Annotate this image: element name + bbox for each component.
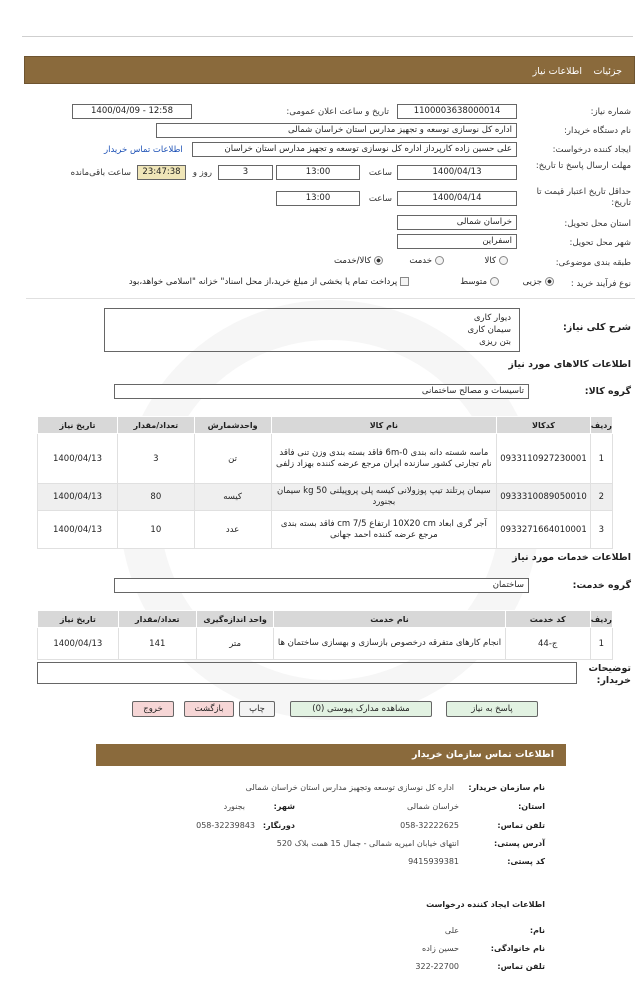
buyer-notes-box [37,662,577,684]
category-label: طبقه بندی موضوعی: [555,258,631,268]
city-field: اسفراین [397,234,517,249]
cell-row: 1 [590,434,612,484]
reply-deadline-label: مهلت ارسال پاسخ تا تاریخ: [535,161,631,171]
radio-icon[interactable] [490,277,499,286]
cell-qty: 10 [117,511,194,549]
radio-icon[interactable] [499,256,508,265]
contact-phone-value: 058-32222625 [400,821,459,830]
services-group-label: گروه خدمت: [572,580,631,591]
services-table [37,610,613,660]
summary-line: دیوار کاری [473,313,511,323]
attachments-button[interactable]: مشاهده مدارک پیوستی (0) [290,701,432,717]
summary-line: سیمان کاری [467,325,511,335]
radio-icon[interactable] [435,256,444,265]
table-row[interactable] [38,484,613,511]
cell-qty: 80 [117,484,194,511]
creator-field: علی حسین زاده کارپرداز اداره کل نوسازی توسعه و تجهیز مدارس استان خراسان [192,142,517,157]
cell-name: ماسه شسته دانه بندی 0-6m فاقد بسته بندی وزن تنی فاقد نام تجارتی کشور سازنده ایران مرجع عرضه کننده بهزاد زلفی [271,434,497,484]
col-date: تاریخ نیاز [38,417,118,434]
contact-postal-label: کد پستی: [507,857,545,866]
radio-selected-icon[interactable] [545,277,554,286]
exit-button[interactable]: خروج [132,701,174,717]
tab-need-info[interactable]: اطلاعات نیاز [532,66,582,77]
contact-phone-label: تلفن تماس: [497,821,545,830]
col-row: ردیف [590,417,612,434]
cell-date: 1400/04/13 [38,628,119,660]
contact-fax-label: دورنگار: [262,821,295,830]
creator-family-value: حسین زاده [422,944,459,953]
province-label: استان محل تحویل: [564,219,631,229]
contact-header: اطلاعات تماس سازمان خریدار [96,744,566,766]
col-name: نام کالا [271,417,497,434]
buyer-field: اداره کل نوسازی توسعه و تجهیز مدارس استان خراسان شمالی [156,123,517,138]
creator-phone-value: 322-22700 [415,962,459,971]
cell-unit: عدد [194,511,271,549]
need-number-label: شماره نیاز: [590,107,631,117]
process-partial-option[interactable]: جزیی [523,277,554,287]
category-service-option[interactable]: خدمت [409,256,444,266]
contact-city-label: شهر: [273,802,295,811]
buyer-label: نام دستگاه خریدار: [564,126,631,136]
print-button[interactable]: چاپ [239,701,275,717]
goods-group-label: گروه کالا: [584,386,631,397]
cell-row: 3 [590,511,612,549]
announce-field: 1400/04/09 - 12:58 [72,104,192,119]
creator-label: ایجاد کننده درخواست: [552,145,631,155]
contact-province-value: خراسان شمالی [406,802,459,811]
creator-phone-label: تلفن تماس: [497,962,545,971]
creator-name-label: نام: [529,926,545,935]
cell-date: 1400/04/13 [38,434,118,484]
validity-time-label: ساعت [368,194,392,204]
days-field: 3 [218,165,273,180]
validity-time-field: 13:00 [276,191,360,206]
reply-button[interactable]: پاسخ به نیاز [446,701,538,717]
summary-box [104,308,520,352]
creator-family-label: نام خانوادگی: [490,944,545,953]
buyer-contact-link[interactable]: اطلاعات تماس خریدار [104,145,183,155]
reply-time-field: 13:00 [276,165,360,180]
services-group-field: ساختمان [114,578,529,593]
process-medium-option[interactable]: متوسط [460,277,499,287]
cell-code: 0933110927230001 [497,434,591,484]
announce-label: تاریخ و ساعت اعلان عمومی: [286,107,389,117]
tab-details[interactable]: جزئیات [593,66,622,77]
process-label: نوع فرآیند خرید : [570,279,631,289]
cell-row: 1 [590,628,612,660]
cell-qty: 3 [117,434,194,484]
col-unit: واحد اندازه‌گیری [196,611,274,628]
checkbox-icon[interactable] [400,277,409,286]
col-code: کد خدمت [505,611,590,628]
summary-label: شرح کلی نیاز: [562,322,631,333]
col-date: تاریخ نیاز [38,611,119,628]
page-header [24,56,635,84]
cell-date: 1400/04/13 [38,484,118,511]
cell-name: انجام کارهای متفرقه درخصوص بازسازی و بهسازی ساختمان ها [274,628,505,660]
contact-org-label: نام سازمان خریدار: [468,783,545,792]
validity-date-field: 1400/04/14 [397,191,517,206]
validity-label: حداقل تاریخ اعتبار قیمت تا تاریخ: [536,187,631,208]
top-divider [22,36,633,37]
cell-date: 1400/04/13 [38,511,118,549]
cell-unit: کیسه [194,484,271,511]
section-divider [26,298,635,299]
province-field: خراسان شمالی [397,215,517,230]
need-number-field: 1100003638000014 [397,104,517,119]
col-unit: واحدشمارش [194,417,271,434]
contact-address-label: آدرس پستی: [494,839,545,848]
creator-name-value: علی [444,926,459,935]
goods-group-field: تاسیسات و مصالح ساختمانی [114,384,529,399]
cell-unit: متر [196,628,274,660]
summary-line: بتن ریزی [479,337,511,347]
contact-address-value: انتهای خیابان امیریه شمالی - جمال 15 همت بلاک 520 [276,839,459,848]
col-qty: تعداد/مقدار [118,611,196,628]
back-button[interactable]: بازگشت [184,701,234,717]
contact-city-value: بجنورد [223,802,245,811]
category-goods-option[interactable]: کالا [485,256,508,266]
radio-selected-icon[interactable] [374,256,383,265]
cell-name: سیمان پرتلند تیپ پوزولانی کیسه پلی پروپیلنی 50 kg سیمان بجنورد [271,484,497,511]
cell-code: 0933310089050010 [497,484,591,511]
contact-postal-value: 9415939381 [408,857,459,866]
city-label: شهر محل تحویل: [569,238,631,248]
table-row[interactable] [38,511,613,549]
cell-row: 2 [590,484,612,511]
goods-section-title: اطلاعات کالاهای مورد نیاز [508,359,631,370]
col-qty: تعداد/مقدار [117,417,194,434]
goods-table [37,416,613,549]
col-code: کدکالا [497,417,591,434]
reply-date-field: 1400/04/13 [397,165,517,180]
table-row[interactable] [38,628,613,660]
days-label: روز و [192,168,212,178]
table-row[interactable] [38,434,613,484]
buyer-notes-label: توضیحات خریدار: [588,663,631,686]
contact-fax-value: 058-32239843 [196,821,255,830]
cell-unit: تن [194,434,271,484]
payment-option[interactable]: پرداخت تمام یا بخشی از مبلغ خرید،از محل اسناد" خزانه "اسلامی خواهد،بود [129,277,409,287]
cell-name: آجر گری ابعاد 10X20 cm ارتفاع 7/5 cm فاقد بسته بندی مرجع عرضه کننده احمد جهانی [271,511,497,549]
category-goods-service-option[interactable]: کالا/خدمت [334,256,383,266]
cell-code: 0933271664010001 [497,511,591,549]
remaining-label: ساعت باقی‌مانده [70,168,131,178]
cell-code: ج-44 [505,628,590,660]
col-row: ردیف [590,611,612,628]
contact-org-value: اداره کل نوسازی توسعه وتجهیز مدارس استان خراسان شمالی [245,783,454,792]
reply-time-label: ساعت [368,168,392,178]
creator-section-title: اطلاعات ایجاد کننده درخواست [426,900,545,909]
services-section-title: اطلاعات خدمات مورد نیاز [512,552,631,563]
col-name: نام خدمت [274,611,505,628]
contact-province-label: استان: [518,802,545,811]
remaining-time-field: 23:47:38 [137,165,186,180]
cell-qty: 141 [118,628,196,660]
